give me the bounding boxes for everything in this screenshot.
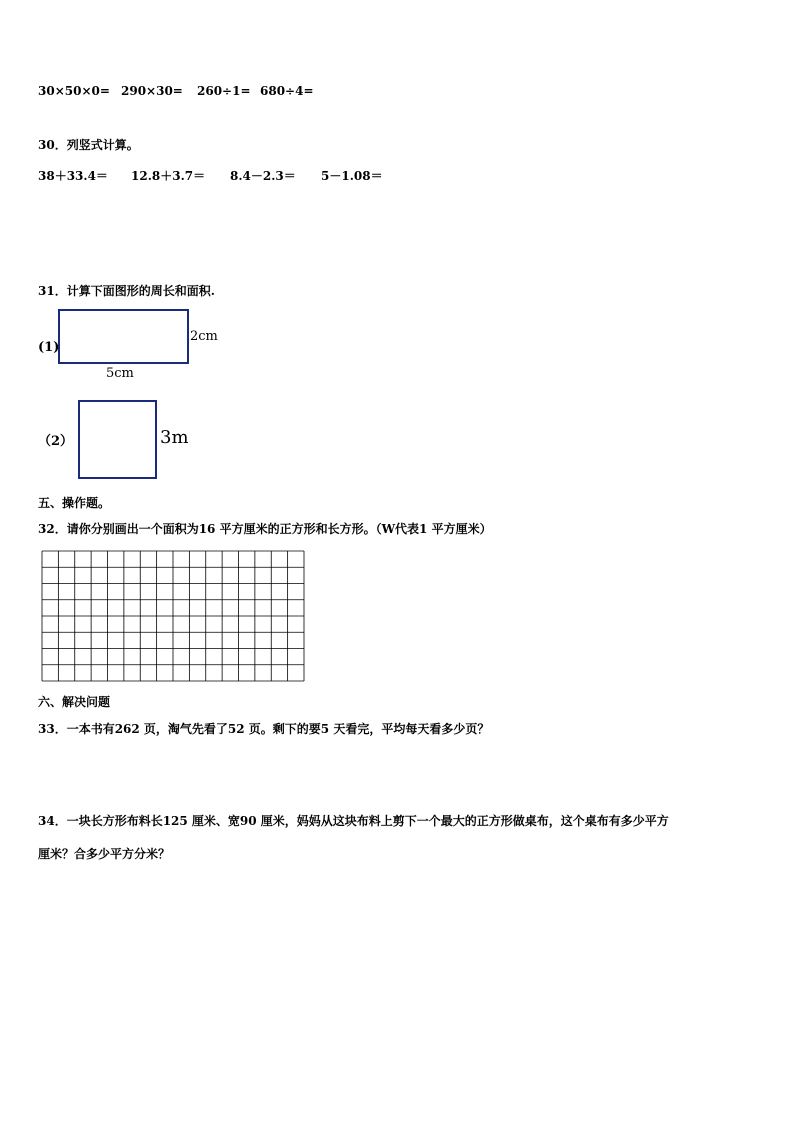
q33-question: 33．一本书有262 页，淘气先看了52 页。剩下的要5 天看完，平均每天看多少页？ (38, 722, 490, 736)
q34-question-line-1: 34．一块长方形布料长125 厘米、宽90 厘米，妈妈从这块布料上剪下一个最大的正方形做桌布，这个桌布有多少平方 (38, 814, 669, 828)
q32-title: 32．请你分别画出一个面积为16 平方厘米的正方形和长方形。（W代表1 平方厘米） (38, 522, 492, 536)
q34-question-line-2: 厘米？合多少平方分米？ (38, 847, 171, 861)
q30-expr-2: 12.8＋3.7＝ (131, 169, 206, 183)
figure-2-side-label: 3m (160, 427, 189, 448)
q30-expressions (38, 167, 383, 184)
q29-expr-2: 290×30= (121, 84, 183, 98)
q30-expr-1: 38＋33.4＝ (38, 169, 108, 183)
section-6-heading: 六、解决问题 (38, 695, 111, 709)
q29-expressions (38, 84, 314, 98)
figure-1-rectangle (58, 309, 189, 364)
q30-title: 30．列竖式计算。 (38, 138, 139, 152)
q30-expr-3: 8.4－2.3＝ (230, 169, 296, 183)
q29-expr-4: 680÷4= (260, 84, 314, 98)
q31-title: 31．计算下面图形的周长和面积. (38, 284, 215, 298)
figure-2-square (78, 400, 157, 479)
figure-1-height-label: 2cm (190, 329, 218, 344)
section-5-heading: 五、操作题。 (38, 496, 111, 510)
figure-2-label: （2） (38, 434, 74, 449)
figure-1-label: (1) (38, 340, 60, 355)
q29-expr-1: 30×50×0= (38, 84, 110, 98)
q30-expr-4: 5－1.08＝ (321, 169, 383, 183)
q29-expr-3: 260÷1= (197, 84, 251, 98)
square-grid (41, 550, 305, 682)
figure-1-width-label: 5cm (106, 366, 134, 381)
